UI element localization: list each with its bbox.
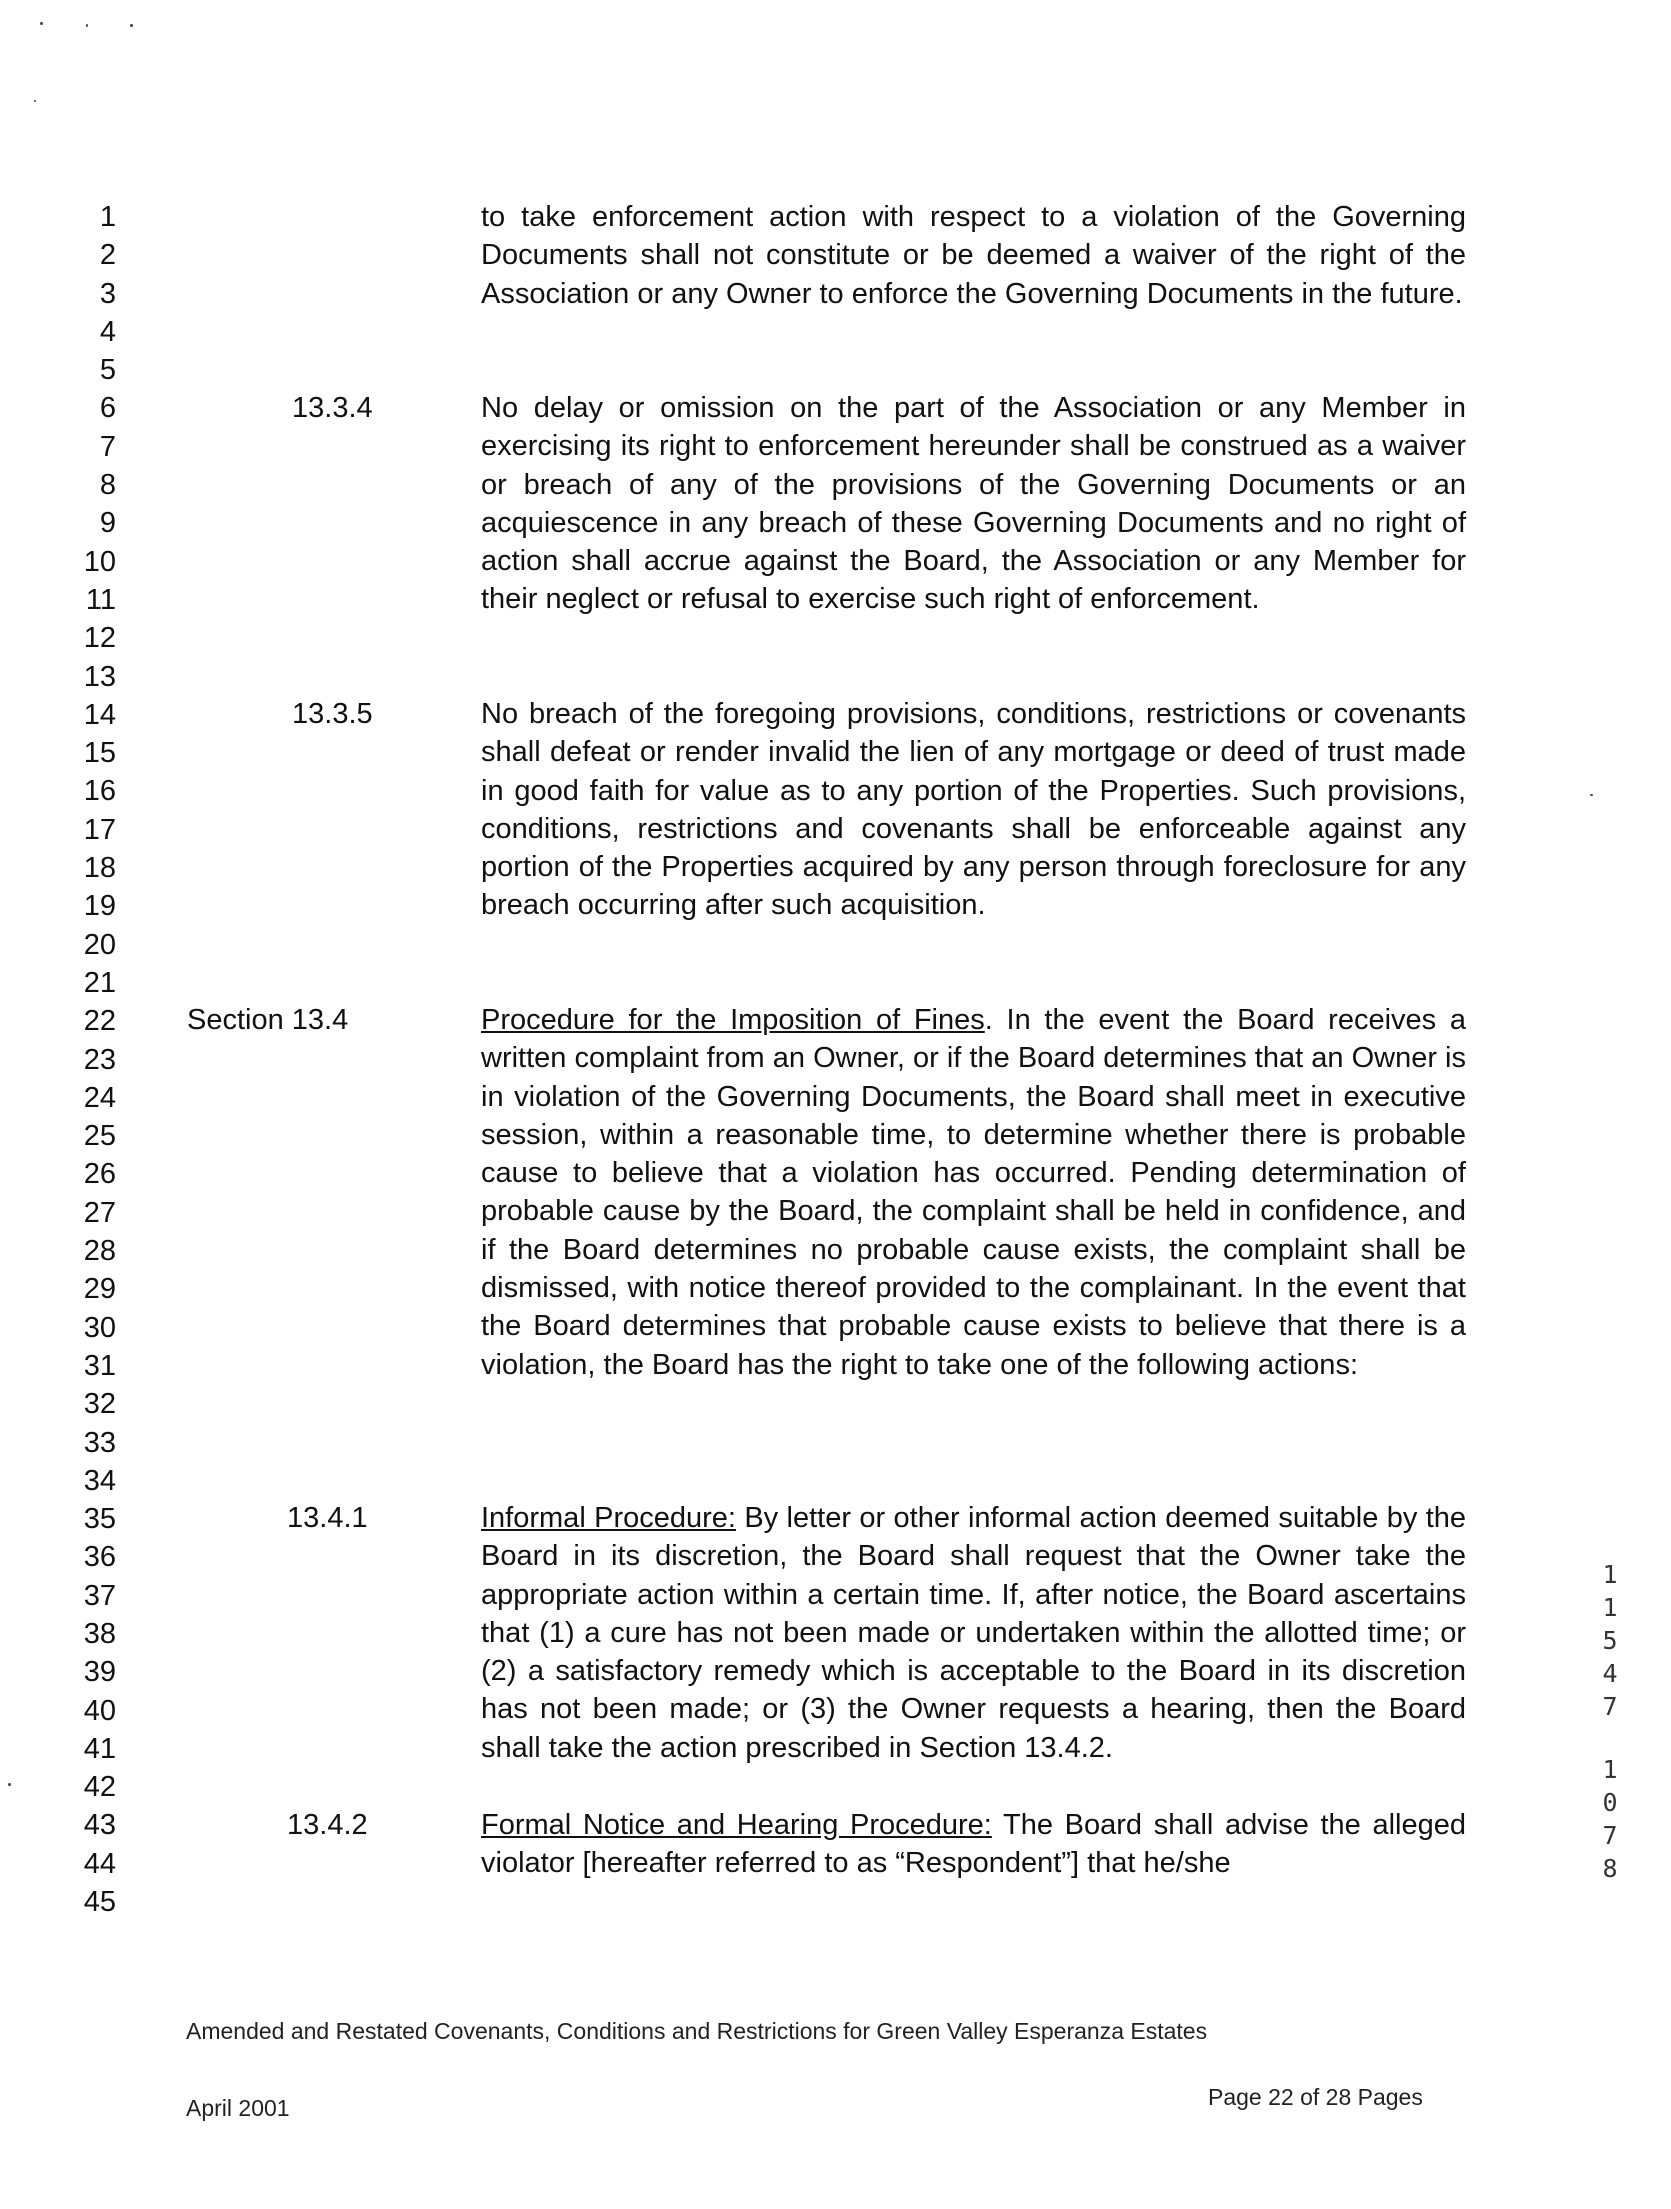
stamp-digit: 4 bbox=[1602, 1659, 1618, 1688]
line-number: 2 bbox=[99, 239, 116, 272]
stamp-digit: 0 bbox=[1602, 1788, 1618, 1817]
line-number: 31 bbox=[83, 1349, 116, 1382]
line-number: 43 bbox=[83, 1809, 116, 1842]
section-13-4-2-heading: Formal Notice and Hearing Procedure: bbox=[481, 1809, 992, 1841]
line-number: 28 bbox=[83, 1235, 116, 1268]
line-number: 42 bbox=[83, 1771, 116, 1804]
line-number: 12 bbox=[83, 622, 116, 655]
line-number: 13 bbox=[83, 660, 116, 693]
line-number-column bbox=[56, 198, 116, 1921]
line-number: 37 bbox=[83, 1579, 116, 1612]
line-number: 8 bbox=[99, 469, 116, 502]
paragraph-13-4-2 bbox=[481, 1806, 1466, 1883]
stamp-digit: 1 bbox=[1602, 1560, 1618, 1589]
line-number: 5 bbox=[99, 354, 116, 387]
line-number: 24 bbox=[83, 1081, 116, 1114]
line-number: 38 bbox=[83, 1617, 116, 1650]
line-number: 19 bbox=[83, 890, 116, 923]
scan-speck bbox=[34, 100, 36, 102]
section-number-13-4-2: 13.4.2 bbox=[287, 1809, 368, 1841]
section-number-13-4-1: 13.4.1 bbox=[287, 1502, 368, 1534]
stamp-digit: 1 bbox=[1602, 1593, 1618, 1622]
paragraph-13-3-4 bbox=[481, 389, 1466, 619]
paragraph-13-4 bbox=[481, 1001, 1466, 1384]
paragraph-13-4-1 bbox=[481, 1499, 1466, 1767]
section-number-13-3-5: 13.3.5 bbox=[292, 698, 373, 730]
line-number: 27 bbox=[83, 1196, 116, 1229]
line-number: 29 bbox=[83, 1273, 116, 1306]
stamp-digit: 5 bbox=[1602, 1626, 1618, 1655]
line-number: 25 bbox=[83, 1120, 116, 1153]
line-number: 15 bbox=[83, 737, 116, 770]
line-number: 10 bbox=[83, 545, 116, 578]
footer-date: April 2001 bbox=[186, 2095, 290, 2121]
section-13-4-heading: Procedure for the Imposition of Fines bbox=[481, 1004, 985, 1036]
stamp-digit: 7 bbox=[1602, 1692, 1618, 1721]
footer-title: Amended and Restated Covenants, Conditions and Restrictions for Green Valley Esperanza Estates bbox=[186, 2018, 1208, 2044]
line-number: 34 bbox=[83, 1464, 116, 1497]
stamp-digit: 7 bbox=[1602, 1821, 1618, 1850]
line-number: 21 bbox=[83, 966, 116, 999]
line-number: 33 bbox=[83, 1426, 116, 1459]
line-number: 22 bbox=[83, 1005, 116, 1038]
line-number: 23 bbox=[83, 1043, 116, 1076]
paragraph-13-4-text: . In the event the Board receives a written complaint from an Owner, or if the Board determines that an Owner is in violation of the Governing Documents, the Board shall meet in executive session, within a reasonable time, to determine whether there is probable cause to believe that a violation has occurred. Pending determination of probable cause by the Board, the complaint shall be held in confidence, and if the Board determines no probable cause exists, the complaint shall be dismissed, with notice thereof provided to the complainant. In the event that the Board determines that probable cause exists to believe that there is a violation, the Board has the right to take one of the following actions: bbox=[481, 1004, 1466, 1381]
continuation-paragraph bbox=[481, 198, 1466, 313]
paragraph-13-3-4-text: No delay or omission on the part of the Association or any Member in exercising its right to enforcement hereunder shall be construed as a waiver or breach of any of the provisions of the Governing Documents or an acquiescence in any breach of these Governing Documents and no right of action shall accrue against the Board, the Association or any Member for their neglect or refusal to exercise such right of enforcement. bbox=[481, 392, 1466, 616]
line-number: 17 bbox=[83, 813, 116, 846]
section-number-13-4: Section 13.4 bbox=[187, 1004, 349, 1036]
footer-page-number: Page 22 of 28 Pages bbox=[1208, 2084, 1423, 2110]
line-number: 39 bbox=[83, 1656, 116, 1689]
line-number: 32 bbox=[83, 1388, 116, 1421]
line-number: 41 bbox=[83, 1732, 116, 1765]
recording-stamp bbox=[1598, 1558, 1622, 1885]
line-number: 20 bbox=[83, 928, 116, 961]
paragraph-13-3-5 bbox=[481, 695, 1466, 925]
line-number: 7 bbox=[99, 430, 116, 463]
paragraph-13-4-1-text: By letter or other informal action deemed suitable by the Board in its discretion, the Board shall request that the Owner take the appropriate action within a certain time. If, after notice, the Board ascertains that (1) a cure has not been made or undertaken within the allotted time; or (2) a satisfactory remedy which is acceptable to the Board in its discretion has not been made; or (3) the Owner requests a hearing, then the Board shall take the action prescribed in Section 13.4.2. bbox=[481, 1502, 1467, 1764]
scan-speck bbox=[1590, 794, 1593, 796]
line-number: 44 bbox=[83, 1847, 116, 1880]
line-number: 18 bbox=[83, 852, 116, 885]
paragraph-13-3-5-text: No breach of the foregoing provisions, conditions, restrictions or covenants shall defeat or render invalid the lien of any mortgage or deed of trust made in good faith for value as to any portion of the Properties. Such provisions, conditions, restrictions and covenants shall be enforceable against any portion of the Properties acquired by any person through foreclosure for any breach occurring after such acquisition. bbox=[481, 698, 1466, 922]
line-number: 9 bbox=[99, 507, 116, 540]
scan-speck bbox=[8, 1783, 11, 1786]
stamp-digit: 1 bbox=[1602, 1755, 1618, 1784]
paragraph-13-4-2-text: The Board shall advise the alleged violator [hereafter referred to as “Respondent”] that he/she bbox=[481, 1809, 1466, 1880]
line-number: 11 bbox=[85, 583, 116, 616]
line-number: 14 bbox=[83, 698, 116, 731]
line-number: 40 bbox=[83, 1694, 116, 1727]
line-number: 3 bbox=[99, 277, 116, 310]
line-number: 45 bbox=[83, 1886, 116, 1919]
continuation-text: to take enforcement action with respect to a violation of the Governing Documents shall not constitute or be deemed a waiver of the right of the Association or any Owner to enforce the Governing Documents in the future. bbox=[481, 201, 1466, 310]
section-number-13-3-4: 13.3.4 bbox=[292, 392, 373, 424]
line-number: 4 bbox=[99, 315, 116, 348]
line-number: 30 bbox=[83, 1311, 116, 1344]
line-number: 26 bbox=[83, 1158, 116, 1191]
stamp-digit: 8 bbox=[1602, 1854, 1618, 1883]
line-number: 36 bbox=[83, 1541, 116, 1574]
line-number: 1 bbox=[99, 201, 116, 233]
line-number: 16 bbox=[83, 775, 116, 808]
scan-speck bbox=[40, 22, 43, 25]
line-number: 35 bbox=[83, 1503, 116, 1536]
scan-speck bbox=[86, 24, 88, 27]
line-number: 6 bbox=[99, 392, 116, 425]
scan-speck bbox=[130, 24, 133, 27]
section-13-4-1-heading: Informal Procedure: bbox=[481, 1502, 736, 1534]
